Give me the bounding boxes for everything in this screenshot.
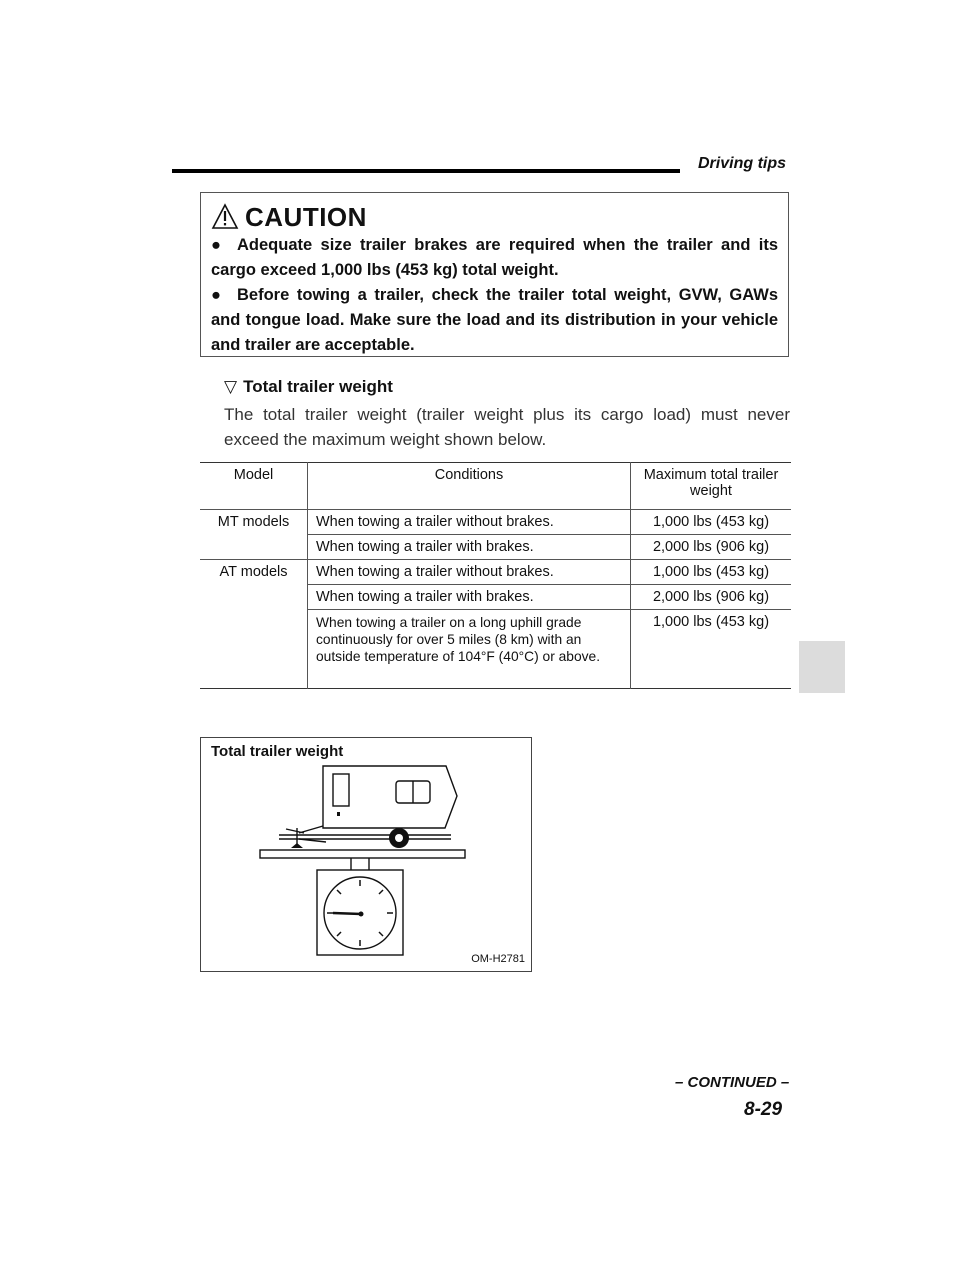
caution-item (211, 283, 778, 358)
model-cell-empty (200, 610, 308, 689)
max-weight-cell: 1,000 lbs (453 kg) (631, 610, 792, 689)
caution-item (211, 233, 778, 283)
table-row (200, 535, 791, 560)
table-row (200, 560, 791, 585)
table-header-conditions: Conditions (308, 463, 631, 510)
condition-cell: When towing a trailer without brakes. (308, 560, 631, 585)
condition-cell: When towing a trailer with brakes. (308, 585, 631, 610)
max-weight-cell: 2,000 lbs (906 kg) (631, 535, 792, 560)
figure-title: Total trailer weight (211, 743, 344, 760)
continued-label: – CONTINUED – (675, 1074, 790, 1091)
caution-heading (211, 201, 367, 233)
caution-body (211, 233, 778, 358)
max-weight-cell: 1,000 lbs (453 kg) (631, 560, 792, 585)
condition-cell: When towing a trailer with brakes. (308, 535, 631, 560)
warning-triangle-icon (211, 203, 239, 231)
max-weight-cell: 2,000 lbs (906 kg) (631, 585, 792, 610)
table-row (200, 610, 791, 689)
section-intro: The total trailer weight (trailer weight plus its cargo load) must never exceed the maximum weight shown below. (224, 405, 790, 449)
section-heading (224, 377, 393, 397)
condition-cell: When towing a trailer without brakes. (308, 510, 631, 535)
bullet-icon: ● (211, 236, 221, 254)
caution-item-text: Before towing a trailer, check the trailer total weight, GVW, GAWs and tongue load. Make sure the load and its distribution in your vehicle and trailer are acceptable. (211, 286, 778, 354)
model-cell-empty (200, 585, 308, 610)
figure-code: OM-H2781 (471, 953, 525, 965)
caution-title: CAUTION (245, 201, 367, 232)
trailer-weight-table (200, 462, 791, 689)
caution-item-text: Adequate size trailer brakes are required when the trailer and its cargo exceed 1,000 lbs (453 kg) total weight. (211, 236, 778, 279)
table-header-model: Model (200, 463, 308, 510)
header-rule (172, 169, 680, 173)
section-heading-text: Total trailer weight (243, 377, 393, 396)
model-cell: AT models (200, 560, 308, 585)
table-row (200, 585, 791, 610)
table-row (200, 510, 791, 535)
trailer-on-scale-illustration (201, 738, 531, 971)
page-number: 8-29 (744, 1099, 783, 1120)
header-title: Driving tips (698, 155, 787, 172)
bullet-icon: ● (211, 286, 221, 304)
model-cell-empty (200, 535, 308, 560)
table-header-max: Maximum total trailer weight (643, 467, 779, 499)
table-header-row (200, 463, 791, 510)
caution-box (200, 192, 789, 357)
model-cell: MT models (200, 510, 308, 535)
chapter-side-tab (799, 641, 845, 693)
condition-cell: When towing a trailer on a long uphill grade continuously for over 5 miles (8 km) with an outside temperature of 104°F (40°C) or above. (308, 610, 631, 689)
figure-total-trailer-weight (200, 737, 532, 972)
triangle-marker-icon: ▽ (224, 377, 238, 396)
max-weight-cell: 1,000 lbs (453 kg) (631, 510, 792, 535)
